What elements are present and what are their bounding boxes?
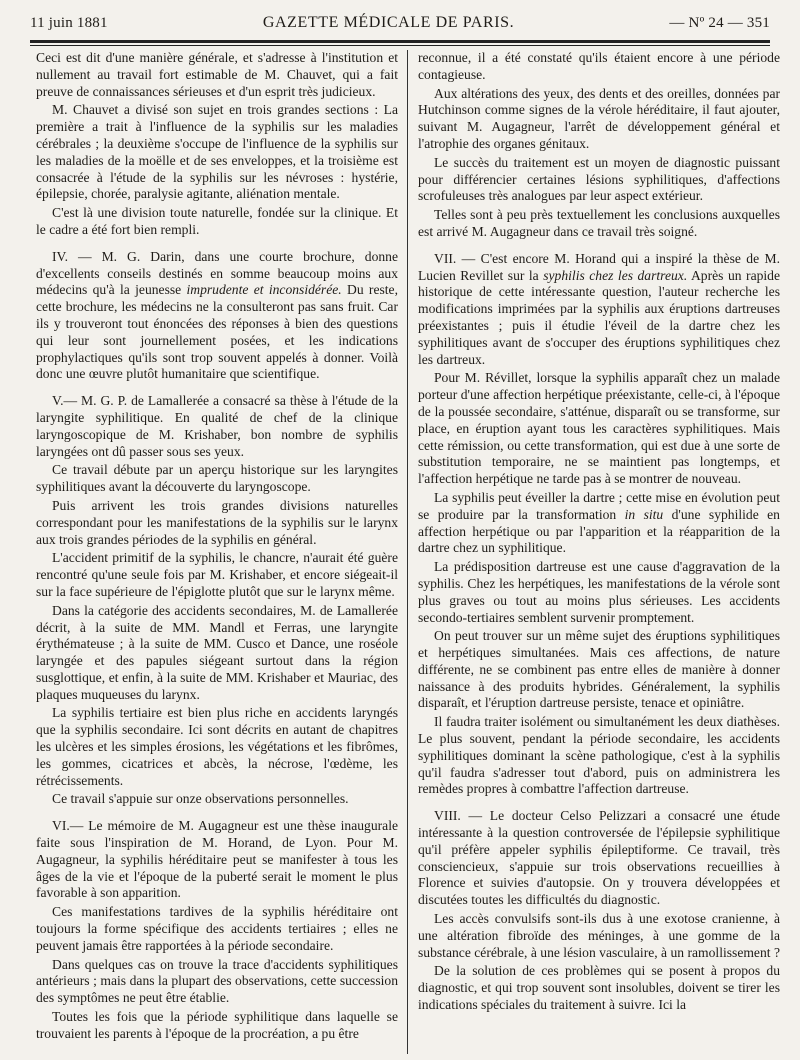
paragraph: Puis arrivent les trois grandes divisions naturelles correspondant pour les manifestations de la syphilis sur le larynx aux trois grandes périodes de la syphilis en général. xyxy=(36,497,398,547)
paragraph: Telles sont à peu près textuellement les conclusions auxquelles est arrivé M. Augagneur dans ce travail très soigné. xyxy=(418,207,780,239)
paragraph: M. Chauvet a divisé son sujet en trois grandes sections : La première a trait à l'influence de la syphilis sur les maladies cérébrales ; la deuxième s'occupe de l'influence de la syphilis sur les maladies de la moëlle et de ses enveloppes, et la troisième est consacrée à l'étude de la syphilis sur les névroses : hystérie, épilepsie, chorée, paralysie agitante, aliénation mentale. xyxy=(36,102,398,202)
paragraph: Pour M. Révillet, lorsque la syphilis apparaît chez un malade porteur d'une affection herpétique préexistante, celle-ci, à l'époque de la poussée secondaire, s'atténue, disparaît ou se transforme, sur place, en éruption ayant tous les caractères syphilitiques. Mais cette rémission, ou cette transformation, qui est due à une sorte de substitution temporaire, ne se maintient pas longtemps, et l'affection herpétique ne tarde pas à se montrer de nouveau. xyxy=(418,370,780,487)
left-column xyxy=(36,50,398,1054)
paragraph: Les accès convulsifs sont-ils dus à une exotose cranienne, à une altération fibroïde des méninges, à une gomme de la substance cérébrale, à une lésion vasculaire, à un ramollissement ? xyxy=(418,911,780,960)
paragraph: Dans quelques cas on trouve la trace d'accidents syphilitiques antérieurs ; mais dans la plupart des observations, cette succession des symptômes ne peut être établie. xyxy=(36,956,398,1006)
page-header xyxy=(30,14,770,38)
issue-number: — Nº 24 — xyxy=(669,15,743,31)
right-column xyxy=(418,50,780,1054)
paragraph: Ce travail s'appuie sur onze observations personnelles. xyxy=(52,791,349,807)
paragraph: Ces manifestations tardives de la syphilis héréditaire ont toujours la forme spécifique des accidents tertiaires ; elles ne peuvent jamais être rapportées à la période secondaire. xyxy=(36,904,398,953)
paragraph: L'accident primitif de la syphilis, le chancre, n'aurait été guère rencontré qu'une seule fois par M. Krishaber, et encore siégeait-il sur la face supérieure de l'épiglotte plutôt que sur le larynx même. xyxy=(36,550,398,599)
paragraph: Ce travail débute par un aperçu historique sur les laryngites syphilitiques avant la découverte du laryngoscope. xyxy=(36,462,398,495)
section-iv: IV. — M. G. Darin, dans une courte brochure, donne d'excellents conseils destinés en somme beaucoup moins aux médecins qu'à la jeunesse imprudente et inconsidérée. Du reste, cette brochure, les médecins ne la consulteront pas sans fruit. Car ils y trouveront tout énoncées des réponses à bien des questions qui leur sont journellement posées, et les indications prophylactiques qu'ils sont trop souvent appelés à donner. Voilà donc une œuvre plutôt humanitaire que scientifique. xyxy=(36,248,398,382)
paragraph: Le succès du traitement est un moyen de diagnostic puissant pour différencier certaines lésions syphilitiques, d'affections scrofuleuses très analogues par leur aspect extérieur. xyxy=(418,154,780,204)
paragraph: Ceci est dit d'une manière générale, et s'adresse à l'institution et nullement au travail fort estimable de M. Chauvet, qui a fait preuve de connaissances sérieuses et d'un esprit très judicieux. xyxy=(36,50,398,99)
paragraph: Toutes les fois que la période syphilitique dans laquelle se trouvaient les parents à l'époque de la procréation, a pu être xyxy=(36,1009,398,1041)
paragraph: La syphilis peut éveiller la dartre ; cette mise en évolution peut se produire par la transformation in situ d'une syphilide en affection herpétique ou par l'apparition et la réapparition de la dartre chez un syphilitique. xyxy=(418,489,780,556)
paragraph: Dans la catégorie des accidents secondaires, M. de Lamallerée décrit, à la suite de MM. Mandl et Ferras, une laryngite érythémateuse ; à la suite de MM. Cusco et Dance, une roséole laryngée et des papules siégeant surtout dans la région susglottique, et enfin, à la suite de MM. Krishaber et Mauriac, des plaques muqueuses du larynx. xyxy=(36,602,398,702)
section-v: V.— M. G. P. de Lamallerée a consacré sa thèse à l'étude de la laryngite syphilitique. En qualité de chef de la clinique laryngoscopique de M. Krishaber, bon nombre de syphilis laryngées ont dû passer sous ses yeux. xyxy=(36,393,398,459)
page-number: 351 xyxy=(746,15,770,31)
paragraph: Aux altérations des yeux, des dents et des oreilles, données par Hutchinson comme signes de la vérole héréditaire, il faut ajouter, suivant M. Augagneur, l'arrêt de développement général et l'atrophie des organes génitaux. xyxy=(418,85,780,151)
paragraph: La syphilis tertiaire est bien plus riche en accidents laryngés que la syphilis secondaire. Ici sont décrits en autant de chapitres les ulcères et les simples érosions, les végétations et les fibrômes, les gommes, cicatrices et abcès, la nécrose, l'œdème, les rétrécissements. xyxy=(36,705,398,788)
section-vi: VI.— Le mémoire de M. Augagneur est une thèse inaugurale faite sous l'inspiration de M. Horand, de Lyon. Pour M. Augagneur, la syphilis héréditaire peut se manifester à tous les âges de la vie et l'époque de la puberté serait le moment le plus favorable à son apparition. xyxy=(36,818,398,901)
header-rule-thick xyxy=(30,40,770,43)
paragraph: De la solution de ces problèmes qui se posent à propos du diagnostic, et qui trop souvent sont insolubles, doivent se tirer les indications spéciales du traitement à suivre. Ici la xyxy=(418,963,780,1013)
paragraph: La prédisposition dartreuse est une cause d'aggravation de la syphilis. Chez les herpétiques, les manifestations de la vérole sont plus graves ou tout au moins plus sérieuses. Les accidents secondo-tertiaires semblent survenir promptement. xyxy=(418,559,780,625)
journal-title: GAZETTE MÉDICALE DE PARIS. xyxy=(262,14,515,31)
section-viii: VIII. — Le docteur Celso Pelizzari a consacré une étude intéressante à la question controversée de l'épilepsie syphilitique qu'il préfère appeler syphilis épileptiforme. Ce travail, très consciencieux, s'appuie sur trois observations recueillies à Florence et suivies d'autopsie. On y trouvera développées et discutées toutes les difficultés du diagnostic. xyxy=(418,808,780,908)
header-date: 11 juin 1881 xyxy=(30,15,108,31)
header-rule-thin xyxy=(30,45,770,46)
paragraph: reconnue, il a été constaté qu'ils étaient encore à une période contagieuse. xyxy=(418,50,780,82)
column-divider xyxy=(407,50,408,1054)
paragraph: Il faudra traiter isolément ou simultanément les deux diathèses. Le plus souvent, pendant la période secondaire, les accidents syphilitiques dominant la scène pathologique, c'est à la syphilis qu'il faudra s'adresser tout d'abord, puis on administrera les remèdes propres à combattre l'affection dartreuse. xyxy=(418,714,780,797)
section-vii: VII. — C'est encore M. Horand qui a inspiré la thèse de M. Lucien Revillet sur la syphilis chez les dartreux. Après un rapide historique de cette intéressante question, l'auteur recherche les modifications imprimées par la syphilis aux éruptions dartreuses préexistantes ; puis il étudie l'éveil de la dartre chez les syphilitiques avant de s'occuper des éruptions syphilitiques chez les dartreux. xyxy=(418,250,780,367)
paragraph: C'est là une division toute naturelle, fondée sur la clinique. Et le cadre a été fort bien rempli. xyxy=(36,205,398,237)
paragraph: On peut trouver sur un même sujet des éruptions syphilitiques et herpétiques simultanées. Mais ces affections, de nature différente, ne se combinent pas entre elles de manière à donner naissance à des produits hybrides. Généralement, la syphilis disparaît, et l'éruption dartreuse persiste, tenace et opiniâtre. xyxy=(418,628,780,711)
header-issue-page xyxy=(669,15,770,32)
